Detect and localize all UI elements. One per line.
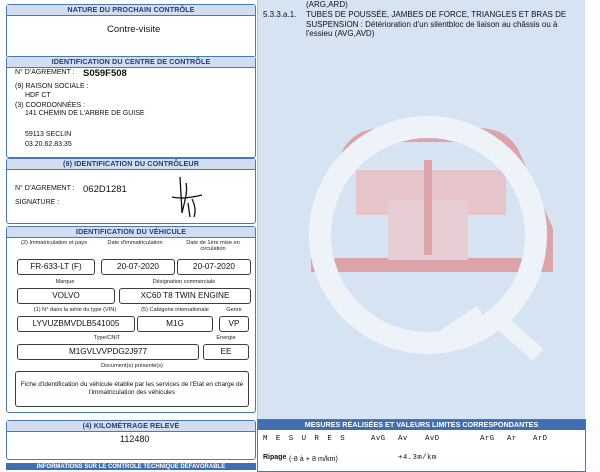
controleur-agrement-value: 062D1281: [83, 184, 127, 195]
raison-sociale-label: (9) RAISON SOCIALE :: [15, 83, 89, 90]
vehicule-header: IDENTIFICATION DU VÉHICULE: [7, 227, 255, 238]
ripage-value: +4.3m/km: [398, 454, 437, 462]
mesures-title: M E S U R E S: [263, 435, 347, 443]
immat-label: (2) Immatriculation et pays: [21, 240, 87, 246]
km-value: 112480: [120, 434, 150, 444]
vin-field: LYVUZBMVDLB541005: [17, 316, 135, 332]
defect-code: 5.3.3.a.1.: [263, 10, 297, 19]
docs-value: Fiche d'identification du véhicule établie par les services de l'Etat en charge de l'immatriculation des véhicules: [20, 381, 244, 396]
centre-box: [6, 56, 256, 158]
defect-line0: (ARG,ARD): [306, 0, 348, 9]
energie-field: EE: [203, 344, 249, 360]
ripage-limit: (-8 à + 8 m/km): [289, 454, 338, 463]
phone: 03.20.62.83.35: [25, 141, 72, 148]
designation-label: Désignation commerciale: [152, 279, 216, 285]
km-header: (4) KILOMÉTRAGE RELEVÉ: [7, 421, 255, 432]
categorie-field: M1G: [137, 316, 213, 332]
defect-line3: l'essieu (AVG,AVD): [306, 29, 375, 38]
controleur-header: (9) IDENTIFICATION DU CONTRÔLEUR: [7, 159, 255, 170]
signature-label: SIGNATURE :: [15, 199, 60, 206]
nature-header: NATURE DU PROCHAIN CONTRÔLE: [7, 5, 255, 16]
km-box: [6, 420, 256, 460]
marque-label: Marque: [55, 279, 75, 285]
defect-line1: TUBES DE POUSSÉE, JAMBES DE FORCE, TRIANGLES ET BRAS DE: [306, 10, 567, 19]
signature-mark: [162, 173, 212, 219]
designation-field: XC60 T8 TWIN ENGINE: [119, 288, 251, 304]
mesures-header: MESURES RÉALISÉES ET VALEURS LIMITES CORRESPONDANTES: [258, 420, 585, 430]
vehicule-box: [6, 226, 256, 413]
centre-agrement-label: N° D'AGREMENT :: [15, 69, 75, 76]
date-immat-label: Date d'immatriculation: [107, 240, 163, 246]
categorie-label: (5) Catégorie internationale: [141, 307, 209, 313]
col-avd: AvD: [425, 435, 440, 443]
marque-field: VOLVO: [17, 288, 115, 304]
vin-label: (1) N° dans la série du type (VIN): [33, 307, 117, 313]
raison-sociale-value: HDF CT: [25, 92, 51, 99]
mesures-box: [257, 419, 586, 472]
genre-field: VP: [219, 316, 249, 332]
docs-label: Document(s) présenté(s): [101, 363, 163, 369]
date-first-field: 20-07-2020: [177, 259, 251, 275]
date-first-label: Date de 1ère mise en circulation: [186, 240, 240, 253]
genre-label: Genre: [226, 307, 242, 313]
defects-panel: [257, 0, 585, 419]
type-field: M1GVLVVPDG2J977: [17, 344, 199, 360]
nature-value: Contre-visite: [107, 24, 161, 35]
nature-box: [6, 4, 256, 58]
type-label: Type/CNIT: [93, 335, 121, 341]
col-avg: AvG: [371, 435, 386, 443]
ripage-label: Ripage: [263, 454, 287, 461]
energie-label: Énergie: [216, 335, 236, 341]
immat-field: FR-633-LT (F): [17, 259, 95, 275]
controleur-box: [6, 158, 256, 224]
centre-header: IDENTIFICATION DU CENTRE DE CONTRÔLE: [7, 57, 255, 68]
col-arg: ArG: [480, 435, 495, 443]
col-ard: ArD: [533, 435, 548, 443]
date-immat-field: 20-07-2020: [101, 259, 175, 275]
coordonnees-label: (3) COORDONNÉES :: [15, 102, 86, 109]
controleur-agrement-label: N° D'AGREMENT :: [15, 185, 75, 192]
inspection-watermark-icon: [278, 60, 568, 360]
centre-agrement-value: S059F508: [83, 68, 127, 79]
unfavorable-info-header: INFORMATIONS SUR LE CONTRÔLE TECHNIQUE DÉFAVORABLE: [6, 463, 256, 470]
col-av: Av: [398, 435, 408, 443]
defect-line2: SUSPENSION : Détérioration d'un silentbloc de liaison au châssis ou à: [306, 19, 558, 29]
docs-frame: [15, 371, 249, 407]
address-line2: 59113 SECLIN: [25, 131, 72, 138]
address-line1: 141 CHEMIN DE L'ARBRE DE GUISE: [25, 110, 145, 117]
col-ar: Ar: [507, 435, 517, 443]
